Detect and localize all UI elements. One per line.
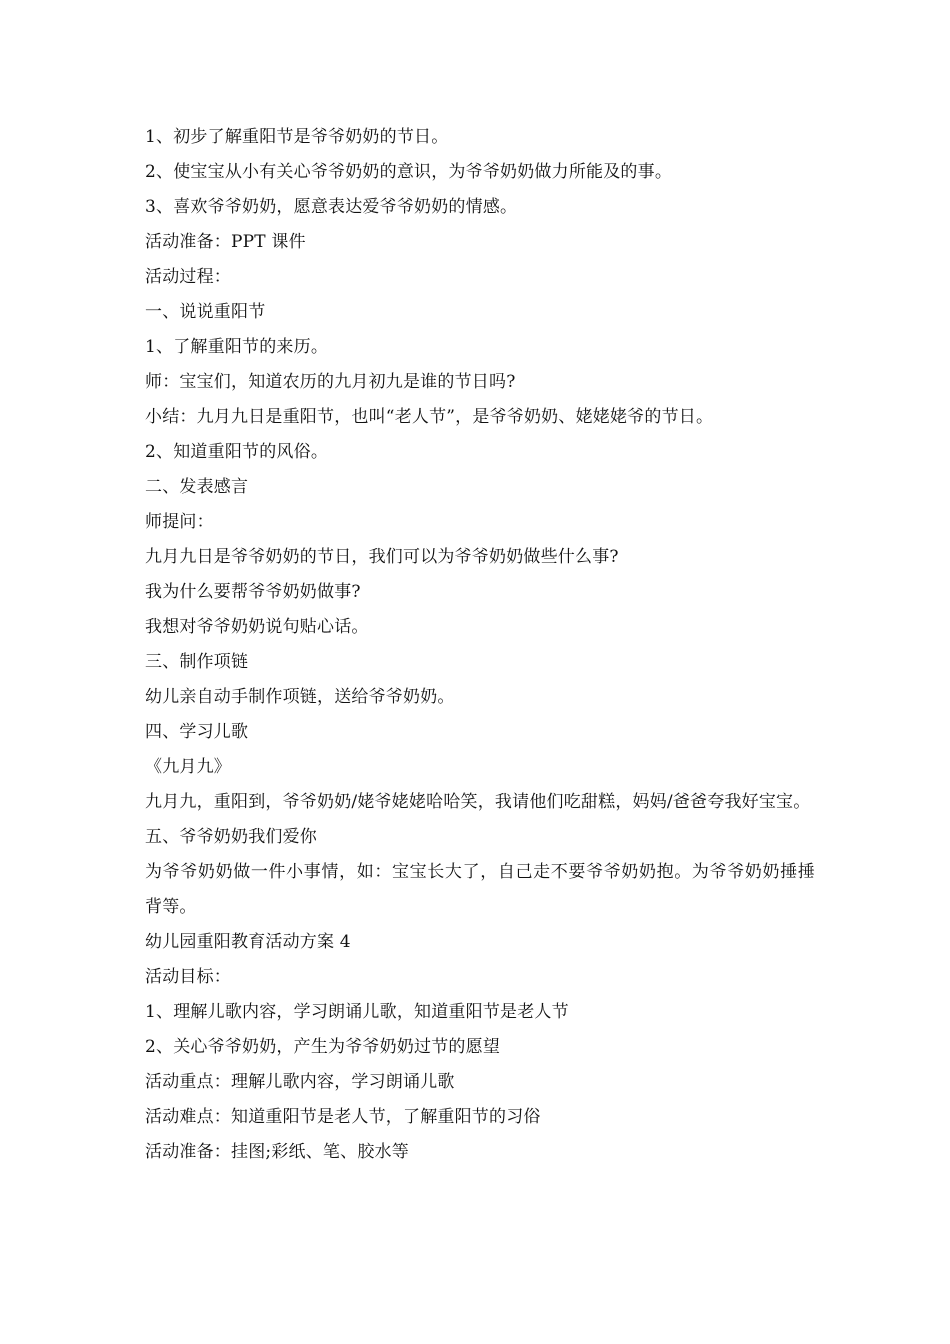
section-heading-3: 三、制作项链 <box>145 652 249 672</box>
goal-line: 1、理解儿歌内容，学习朗诵儿歌，知道重阳节是老人节 <box>145 1002 569 1022</box>
paragraph-line: 1、了解重阳节的来历。 <box>145 337 329 357</box>
goal-line: 2、关心爷爷奶奶，产生为爷爷奶奶过节的愿望 <box>145 1037 501 1057</box>
section-heading-5: 五、爷爷奶奶我们爱你 <box>145 827 317 847</box>
goal-line-1: 1、初步了解重阳节是爷爷奶奶的节日。 <box>145 127 449 147</box>
paragraph-line: 师提问： <box>145 512 214 532</box>
goal-line-3: 3、喜欢爷爷奶奶，愿意表达爱爷爷奶奶的情感。 <box>145 197 518 217</box>
difficulty-line: 活动难点：知道重阳节是老人节，了解重阳节的习俗 <box>145 1107 541 1127</box>
paragraph-line: 为爷爷奶奶做一件小事情，如：宝宝长大了，自己走不要爷爷奶奶抱。为爷爷奶奶捶捶背等。 <box>145 862 815 917</box>
paragraph-line: 我想对爷爷奶奶说句贴心话。 <box>145 617 369 637</box>
key-point-line: 活动重点：理解儿歌内容，学习朗诵儿歌 <box>145 1072 455 1092</box>
goals-heading: 活动目标： <box>145 967 231 987</box>
paragraph-line: 2、知道重阳节的风俗。 <box>145 442 329 462</box>
paragraph-line: 师：宝宝们，知道农历的九月初九是谁的节日吗? <box>145 372 516 392</box>
process-heading: 活动过程： <box>145 267 231 287</box>
preparation-line: 活动准备：PPT 课件 <box>145 232 306 252</box>
song-lyrics: 九月九，重阳到，爷爷奶奶/姥爷姥姥哈哈笑，我请他们吃甜糕，妈妈/爸爸夸我好宝宝。 <box>145 792 811 812</box>
plan-title: 幼儿园重阳教育活动方案 4 <box>145 932 351 952</box>
paragraph-line: 幼儿亲自动手制作项链，送给爷爷奶奶。 <box>145 687 455 707</box>
paragraph-line: 我为什么要帮爷爷奶奶做事? <box>145 582 361 602</box>
song-title: 《九月九》 <box>145 757 231 777</box>
document-body <box>145 120 815 1170</box>
section-heading-1: 一、说说重阳节 <box>145 302 266 322</box>
section-heading-4: 四、学习儿歌 <box>145 722 249 742</box>
paragraph-line: 九月九日是爷爷奶奶的节日，我们可以为爷爷奶奶做些什么事? <box>145 547 619 567</box>
preparation-line: 活动准备：挂图;彩纸、笔、胶水等 <box>145 1142 409 1162</box>
section-heading-2: 二、发表感言 <box>145 477 249 497</box>
paragraph-line: 小结：九月九日是重阳节，也叫“老人节”，是爷爷奶奶、姥姥姥爷的节日。 <box>145 407 714 427</box>
goal-line-2: 2、使宝宝从小有关心爷爷奶奶的意识，为爷爷奶奶做力所能及的事。 <box>145 162 673 182</box>
